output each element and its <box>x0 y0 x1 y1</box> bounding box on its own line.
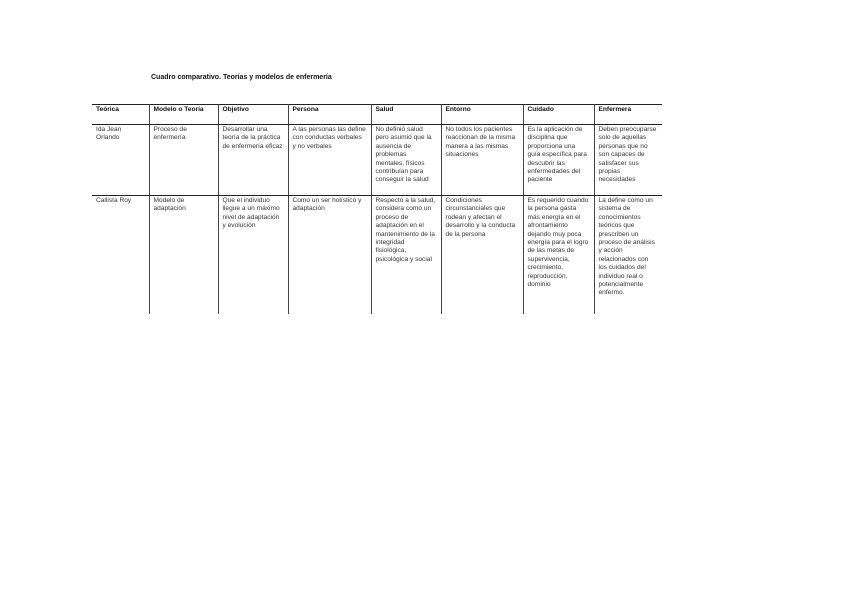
header-objetivo: Objetivo <box>218 105 288 125</box>
cell-cuidado: Es requerido cuando la persona gasta más energía en el afrontamiento dejando muy poca energía para el logro de las metas de supervivencia, crecimiento, reproducción, dominio <box>523 196 594 315</box>
cell-salud: Respecto a la salud, considera como un proceso de adaptación en el mantenimiento de la integridad fisiológica, psicológica y social <box>371 196 441 315</box>
cell-persona: Como un ser holístico y adaptación <box>288 196 371 315</box>
header-cuidado: Cuidado <box>523 105 594 125</box>
document-title: Cuadro comparativo. Teorías y modelos de enfermería <box>151 74 332 81</box>
cell-salud: No definió salud pero asumió que la ausencia de problemas mentales, físicos contribuían para conseguir la salud <box>371 125 441 196</box>
header-modelo: Modelo o Teoría <box>149 105 218 125</box>
cell-objetivo: Desarrollar una teoría de la práctica de enfermería eficaz <box>218 125 288 196</box>
table-row <box>92 125 662 196</box>
cell-modelo: Proceso de enfermería <box>149 125 218 196</box>
header-enfermera: Enfermera <box>594 105 662 125</box>
header-persona: Persona <box>288 105 371 125</box>
cell-persona: A las personas las define con conductas verbales y no verbales <box>288 125 371 196</box>
table-row <box>92 196 662 315</box>
comparison-table <box>92 104 662 314</box>
cell-modelo: Modelo de adaptación <box>149 196 218 315</box>
header-entorno: Entorno <box>441 105 523 125</box>
header-teorica: Teórica <box>92 105 149 125</box>
cell-enfermera: La define como un sistema de conocimientos teóricos que prescriben un proceso de análisis y acción relacionados con los cuidados del individuo real o potencialmente enfermo. <box>598 197 655 297</box>
header-salud: Salud <box>371 105 441 125</box>
table-header-row <box>92 105 662 125</box>
cell-entorno: Condiciones circunstanciales que rodean y afectan el desarrollo y la conducta de la persona <box>441 196 523 315</box>
cell-entorno: No todos los pacientes reaccionan de la misma manera a las mismas situaciones <box>441 125 523 196</box>
cell-teorica: Callista Roy <box>92 196 149 315</box>
cell-objetivo: Que el individuo llegue a un máximo nivel de adaptación y evolución <box>218 196 288 315</box>
cell-cuidado: Es la aplicación de disciplina que proporciona una guía específica para descubrir las enfermedades del paciente <box>523 125 594 196</box>
cell-teorica: Ida Jean Orlando <box>92 125 149 196</box>
cell-enfermera: Deben preocuparse solo de aquellas personas que no son capaces de satisfacer sus propias necesidades <box>594 125 662 196</box>
